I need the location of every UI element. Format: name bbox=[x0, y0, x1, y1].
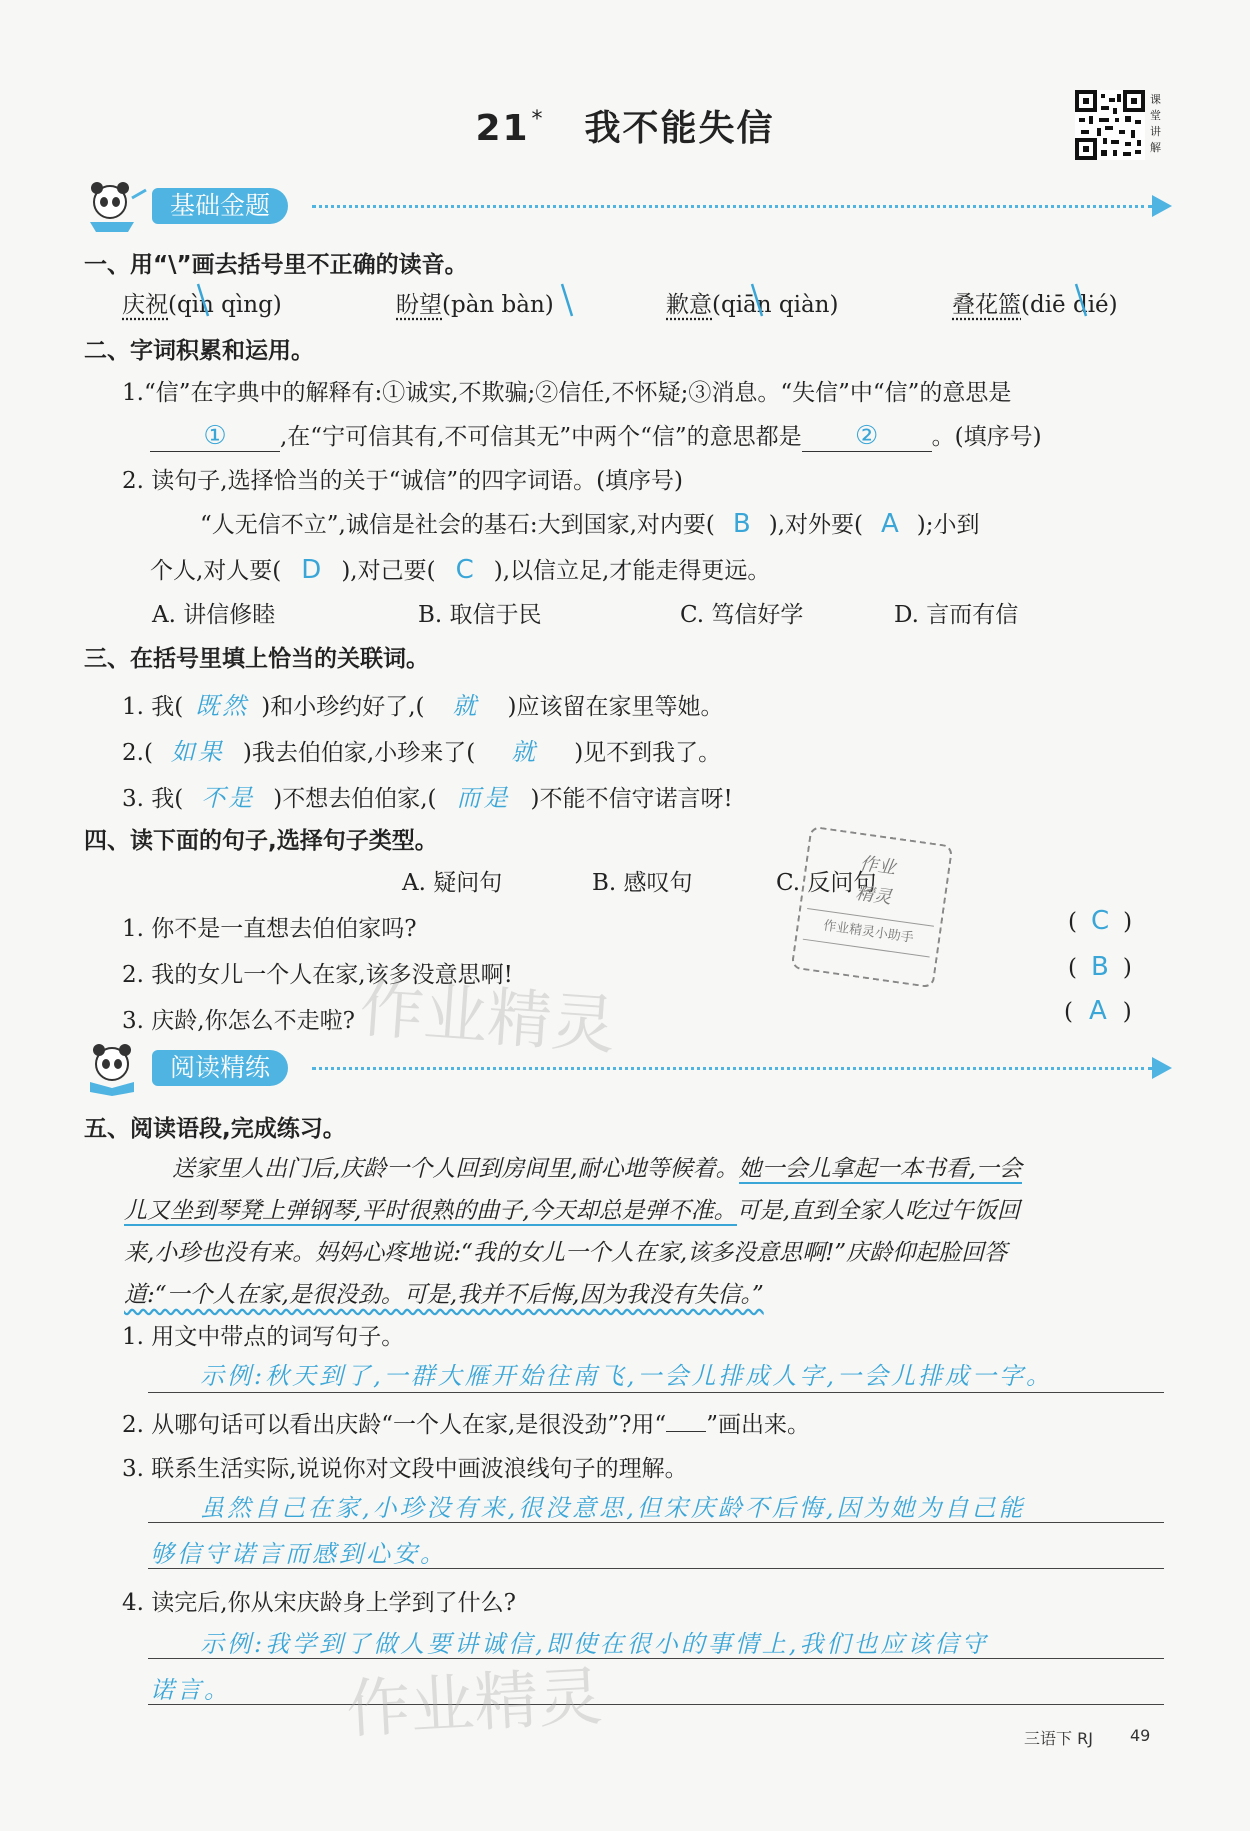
passage-line: 送家里人出门后,庆龄一个人回到房间里,耐心地等候着。她一会儿拿起一本书看,一会 bbox=[172, 1156, 1022, 1182]
passage-line: 道:“一个人在家,是很没劲。可是,我并不后悔,因为我没有失信。” bbox=[124, 1282, 764, 1308]
lesson-title: 我不能失信 bbox=[584, 108, 775, 149]
passage-line: 来,小珍也没有来。妈妈心疼地说:“我的女儿一个人在家,该多没意思啊!”庆龄仰起脸回答 bbox=[124, 1240, 1008, 1266]
q1-item: 叠花篮(diē dié) bbox=[952, 292, 1118, 318]
q4-item: 3. 庆龄,你怎么不走啦? bbox=[122, 1008, 355, 1034]
answer-line bbox=[148, 1392, 1164, 1393]
q2-heading: 二、字词积累和运用。 bbox=[84, 338, 314, 364]
q2-option: B. 取信于民 bbox=[418, 602, 542, 628]
watermark-text: 作业精灵 bbox=[344, 1660, 605, 1748]
q1-item: 庆祝(qìn qìng) bbox=[122, 292, 282, 318]
q5-answer4: 示例:我学到了做人要讲诚信,即使在很小的事情上,我们也应该信守 bbox=[200, 1630, 989, 1658]
q5-s3: 3. 联系生活实际,说说你对文段中画波浪线句子的理解。 bbox=[122, 1456, 688, 1482]
q1-item: 歉意(qiān qiàn) bbox=[666, 292, 839, 318]
q5-s2: 2. 从哪句话可以看出庆龄“一个人在家,是很没劲”?用“ ”画出来。 bbox=[122, 1412, 810, 1438]
q5-answer3: 虽然自己在家,小珍没有来,很没意思,但宋庆龄不后悔,因为她为自己能 bbox=[200, 1494, 1026, 1522]
answer-fill: ② bbox=[855, 421, 879, 451]
section-title-basic: 基础金题 bbox=[152, 188, 288, 224]
q5-answer4: 诺言。 bbox=[150, 1676, 231, 1704]
answer-line bbox=[148, 1568, 1164, 1569]
answer-line bbox=[148, 1658, 1164, 1659]
q5-s4: 4. 读完后,你从宋庆龄身上学到了什么? bbox=[122, 1590, 516, 1616]
q1-heading: 一、用“\”画去括号里不正确的读音。 bbox=[84, 252, 468, 278]
qr-caption: 课堂讲解 bbox=[1150, 93, 1161, 154]
q4-answer: ( C ) bbox=[1068, 906, 1133, 936]
q2-option: A. 讲信修睦 bbox=[152, 602, 276, 628]
q4-option: B. 感叹句 bbox=[592, 870, 693, 896]
q3-row: 1. 我( 既然 )和小珍约好了,( 就 )应该留在家里等她。 bbox=[122, 692, 724, 720]
q3-row: 2.( 如果 )我去伯伯家,小珍来了( 就 )见不到我了。 bbox=[122, 738, 722, 766]
watermark-stamp: 作业 精灵 作业精灵小助手 bbox=[791, 826, 954, 989]
q2-s2-heading: 2. 读句子,选择恰当的关于“诚信”的四字词语。(填序号) bbox=[122, 468, 684, 494]
passage-line: 儿又坐到琴凳上弹钢琴,平时很熟的曲子,今天却总是弹不准。可是,直到全家人吃过午饭回 bbox=[124, 1198, 1020, 1224]
watermark-text: 作业精灵 bbox=[357, 972, 618, 1064]
section-header-reading bbox=[82, 1040, 1172, 1096]
q2-s1-line1: 1.“信”在字典中的解释有:①诚实,不欺骗;②信任,不怀疑;③消息。“失信”中“信”的意思是 bbox=[122, 380, 1012, 406]
q2-option: D. 言而有信 bbox=[894, 602, 1019, 628]
footer-course: 三语下 RJ bbox=[1024, 1729, 1093, 1748]
q3-heading: 三、在括号里填上恰当的关联词。 bbox=[84, 646, 429, 672]
q2-option: C. 笃信好学 bbox=[680, 602, 804, 628]
q4-heading: 四、读下面的句子,选择句子类型。 bbox=[84, 828, 438, 854]
q5-s1: 1. 用文中带点的词写句子。 bbox=[122, 1324, 405, 1350]
section-title-reading: 阅读精练 bbox=[152, 1050, 288, 1086]
q4-option: A. 疑问句 bbox=[402, 870, 503, 896]
lesson-number: 21* bbox=[475, 107, 545, 149]
q5-heading: 五、阅读语段,完成练习。 bbox=[84, 1116, 346, 1142]
q2-s2-line1: “人无信不立”,诚信是社会的基石:大到国家,对内要( B ),对外要( A );小到 bbox=[200, 509, 980, 539]
panda-reading-icon bbox=[82, 1040, 152, 1096]
answer-fill: ① bbox=[203, 421, 227, 451]
page-number: 49 bbox=[1130, 1726, 1151, 1745]
q3-row: 3. 我( 不是 )不想去伯伯家,( 而是 )不能不信守诺言呀! bbox=[122, 784, 733, 812]
q4-item: 2. 我的女儿一个人在家,该多没意思啊! bbox=[122, 962, 513, 988]
q4-answer: ( B ) bbox=[1068, 952, 1132, 982]
answer-line bbox=[148, 1704, 1164, 1705]
arrow-right-icon bbox=[1152, 1057, 1172, 1079]
q4-item: 1. 你不是一直想去伯伯家吗? bbox=[122, 916, 417, 942]
q1-item: 盼望(pàn bàn) bbox=[396, 292, 554, 318]
q2-s1-line2: ① ,在“宁可信其有,不可信其无”中两个“信”的意思都是 ② 。(填序号) bbox=[150, 418, 1042, 452]
q5-answer3: 够信守诺言而感到心安。 bbox=[150, 1540, 447, 1568]
q4-answer: ( A ) bbox=[1064, 996, 1132, 1026]
strike-marks bbox=[0, 0, 1250, 340]
q4-option: C. 反问句 bbox=[776, 870, 877, 896]
answer-line bbox=[148, 1522, 1164, 1523]
q2-s2-line2: 个人,对人要( D ),对己要( C ),以信立足,才能走得更远。 bbox=[150, 555, 771, 585]
dotted-divider bbox=[312, 1067, 1152, 1070]
q5-answer1: 示例:秋天到了,一群大雁开始往南飞,一会儿排成人字,一会儿排成一字。 bbox=[200, 1362, 1053, 1390]
